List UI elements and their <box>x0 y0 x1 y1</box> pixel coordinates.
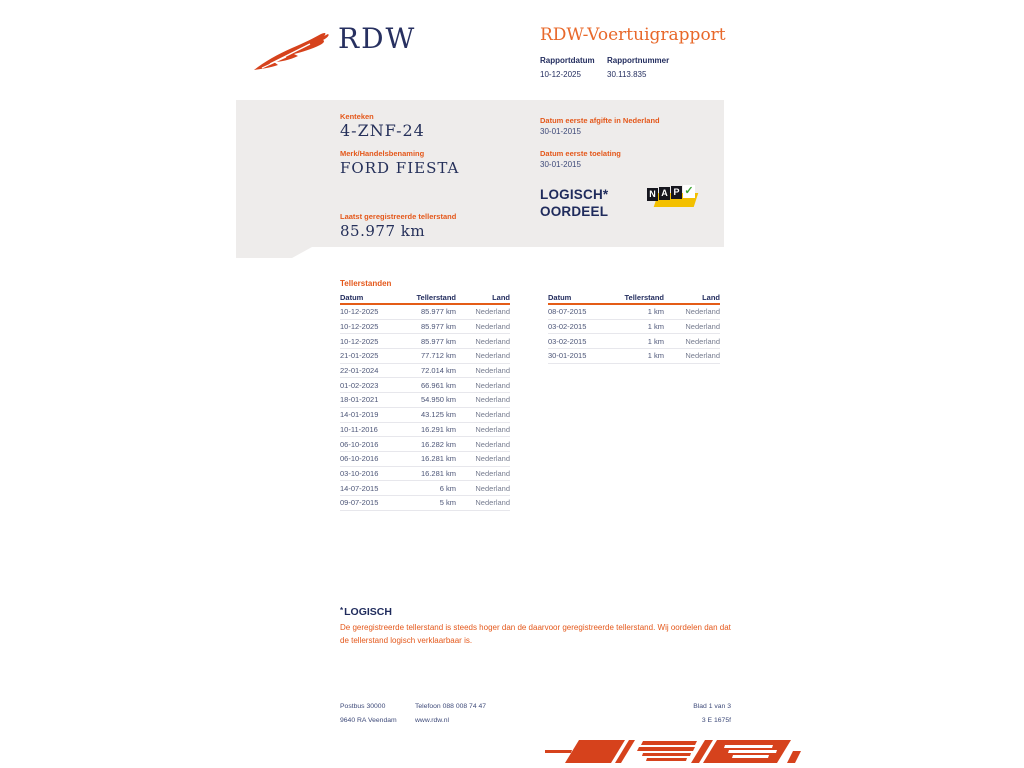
rdw-logo <box>252 22 442 74</box>
table-cell: 43.125 km <box>420 410 456 420</box>
table-cell: Nederland <box>475 307 510 317</box>
table-cell: 09-07-2015 <box>340 498 379 508</box>
table-row <box>340 364 510 379</box>
table-cell: 16.281 km <box>420 454 456 464</box>
table-cell: 01-02-2023 <box>340 380 379 390</box>
table-cell: 06-10-2016 <box>340 439 379 449</box>
footer-address <box>340 700 397 728</box>
table-cell: 1 km <box>647 307 664 317</box>
afgifte-label: Datum eerste afgifte in Nederland <box>540 116 660 125</box>
col-tellerstand: Tellerstand <box>416 292 456 302</box>
table-body <box>340 305 510 511</box>
report-date-label: Rapportdatum <box>540 56 595 65</box>
kenteken-label: Kenteken <box>340 112 374 121</box>
table-cell: 16.291 km <box>420 424 456 434</box>
footer-postbus: Postbus 30000 <box>340 703 386 710</box>
table-cell: Nederland <box>475 468 510 478</box>
table-cell: Nederland <box>475 483 510 493</box>
table-cell: 72.014 km <box>420 366 456 376</box>
oordeel-line1: LOGISCH* <box>540 187 609 202</box>
table-cell: Nederland <box>685 351 720 361</box>
table-cell: 22-01-2024 <box>340 366 379 376</box>
footer-website[interactable]: www.rdw.nl <box>415 717 449 724</box>
table-cell: 14-01-2019 <box>340 410 379 420</box>
footer-page-number: Blad 1 van 3 <box>693 703 731 710</box>
table-header <box>340 291 510 305</box>
table-cell: 5 km <box>439 498 456 508</box>
table-cell: 6 km <box>439 483 456 493</box>
table-cell: 85.977 km <box>420 307 456 317</box>
table-cell: Nederland <box>475 410 510 420</box>
table-row <box>340 452 510 467</box>
oordeel-line2: OORDEEL <box>540 204 609 219</box>
table-body <box>548 305 720 364</box>
table-cell: 21-01-2025 <box>340 351 379 361</box>
report-date <box>540 56 595 79</box>
table-row <box>548 349 720 364</box>
table-cell: 03-02-2015 <box>548 322 587 332</box>
table-row <box>340 320 510 335</box>
nap-check-icon: ✓ <box>684 185 694 197</box>
footer-contact <box>415 700 486 728</box>
footer-phone: Telefoon 088 008 74 47 <box>415 703 487 710</box>
table-cell: 54.950 km <box>420 395 456 405</box>
table-cell: 08-07-2015 <box>548 307 587 317</box>
col-datum: Datum <box>548 292 572 302</box>
table-cell: 30-01-2015 <box>548 351 587 361</box>
table-cell: Nederland <box>475 351 510 361</box>
table-row <box>340 378 510 393</box>
nap-letter-a: A <box>659 187 670 200</box>
col-tellerstand: Tellerstand <box>624 292 664 302</box>
table-row <box>340 437 510 452</box>
merk-value: FORD FIESTA <box>340 159 460 177</box>
table-row <box>340 393 510 408</box>
table-row <box>548 320 720 335</box>
nap-letter-p: P <box>671 186 682 199</box>
table-cell: 1 km <box>647 351 664 361</box>
page-title: RDW-Voertuigrapport <box>540 25 726 45</box>
rdw-stripe-pattern-icon <box>545 736 803 766</box>
tellerstand-value: 85.977 km <box>340 222 426 240</box>
table-cell: Nederland <box>475 366 510 376</box>
table-cell: 16.282 km <box>420 439 456 449</box>
table-cell: 66.961 km <box>420 380 456 390</box>
afgifte-value: 30-01-2015 <box>540 127 581 136</box>
table-cell: Nederland <box>475 454 510 464</box>
table-cell: Nederland <box>685 307 720 317</box>
table-cell: Nederland <box>475 336 510 346</box>
table-row <box>340 349 510 364</box>
table-cell: Nederland <box>475 395 510 405</box>
table-cell: 10-12-2025 <box>340 322 379 332</box>
kenteken-value: 4-ZNF-24 <box>340 121 425 140</box>
footnote-asterisk: * <box>340 606 344 615</box>
merk-label: Merk/Handelsbenaming <box>340 149 425 158</box>
tellerstanden-heading: Tellerstanden <box>340 279 392 288</box>
toelating-label: Datum eerste toelating <box>540 149 621 158</box>
table-cell: 16.281 km <box>420 468 456 478</box>
table-cell: Nederland <box>475 439 510 449</box>
toelating-value: 30-01-2015 <box>540 160 581 169</box>
table-cell: Nederland <box>475 380 510 390</box>
col-land: Land <box>702 292 720 302</box>
table-cell: 77.712 km <box>420 351 456 361</box>
report-number <box>607 56 669 79</box>
table-row <box>548 334 720 349</box>
table-row <box>340 334 510 349</box>
tellerstanden-table-right <box>548 291 720 364</box>
report-number-label: Rapportnummer <box>607 56 670 65</box>
table-row <box>340 467 510 482</box>
table-cell: 1 km <box>647 322 664 332</box>
table-row <box>340 496 510 511</box>
table-cell: 1 km <box>647 336 664 346</box>
footnote-title-text: LOGISCH <box>344 606 392 618</box>
table-row <box>340 423 510 438</box>
footer-page-info <box>600 700 731 728</box>
footer-city: 9640 RA Veendam <box>340 717 397 724</box>
footer-form-code: 3 E 1675f <box>701 717 731 724</box>
col-datum: Datum <box>340 292 364 302</box>
tellerstanden-table-left <box>340 291 510 511</box>
table-row <box>548 305 720 320</box>
table-cell: Nederland <box>475 322 510 332</box>
col-land: Land <box>492 292 510 302</box>
table-cell: Nederland <box>685 322 720 332</box>
logisch-footnote-text: De geregistreerde tellerstand is steeds hoger dan de daarvoor geregistreerde tellerstand. Wij oordelen dan dat de tellerstand logisch verklaarbaar is. <box>340 623 731 645</box>
table-cell: 03-10-2016 <box>340 468 379 478</box>
table-cell: 03-02-2015 <box>548 336 587 346</box>
table-cell: 10-11-2016 <box>340 424 378 434</box>
table-row <box>340 305 510 320</box>
table-row <box>340 481 510 496</box>
table-header <box>548 291 720 305</box>
report-date-value: 10-12-2025 <box>540 70 581 79</box>
nap-logo <box>647 185 699 209</box>
table-row <box>340 408 510 423</box>
table-cell: 85.977 km <box>420 336 456 346</box>
rdw-wordmark: RDW <box>338 22 417 55</box>
table-cell: 18-01-2021 <box>340 395 379 405</box>
rdw-feather-icon <box>252 26 330 72</box>
table-cell: 14-07-2015 <box>340 483 379 493</box>
oordeel-badge <box>540 186 608 220</box>
table-cell: Nederland <box>685 336 720 346</box>
tellerstand-label: Laatst geregistreerde tellerstand <box>340 212 457 221</box>
logisch-footnote-title <box>340 606 392 618</box>
table-cell: Nederland <box>475 498 510 508</box>
table-cell: 06-10-2016 <box>340 454 379 464</box>
table-cell: Nederland <box>475 424 510 434</box>
table-cell: 85.977 km <box>420 322 456 332</box>
nap-letter-n: N <box>647 188 658 201</box>
table-cell: 10-12-2025 <box>340 307 379 317</box>
report-number-value: 30.113.835 <box>607 70 647 79</box>
table-cell: 10-12-2025 <box>340 336 379 346</box>
